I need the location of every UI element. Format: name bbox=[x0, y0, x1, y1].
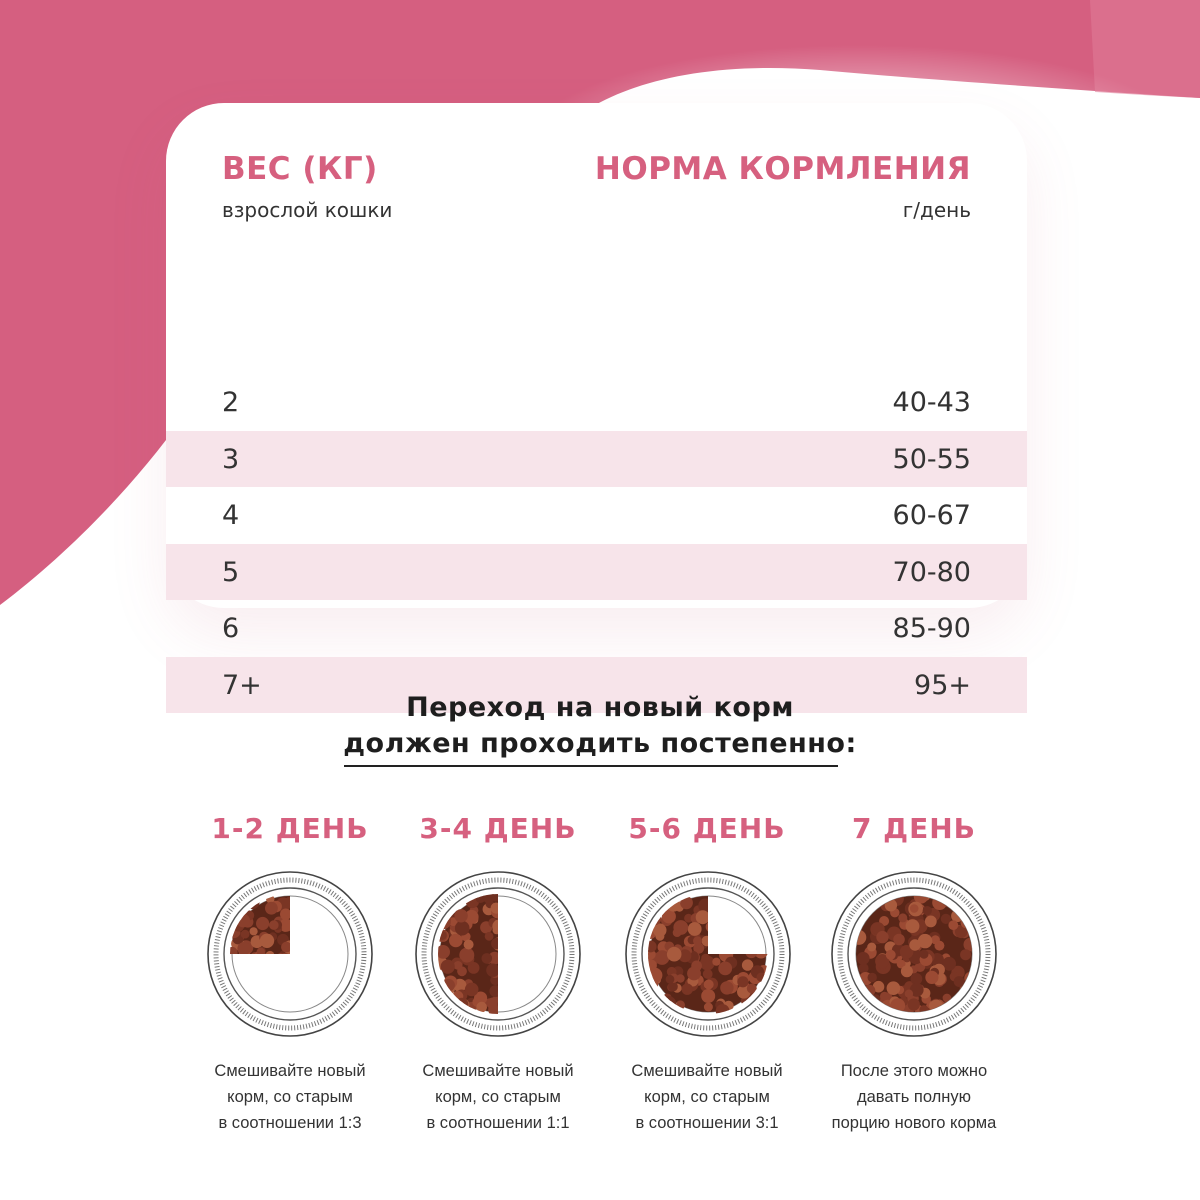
kibble bbox=[948, 920, 958, 930]
row-norm: 50-55 bbox=[892, 443, 971, 475]
kibble bbox=[908, 998, 920, 1010]
kibble bbox=[934, 941, 944, 951]
bowl-icon bbox=[204, 868, 376, 1040]
caption-line: корм, со старым bbox=[227, 1088, 353, 1106]
kibble bbox=[901, 965, 913, 977]
row-weight: 6 bbox=[222, 613, 240, 644]
kibble bbox=[887, 981, 901, 995]
kibble bbox=[923, 906, 932, 915]
kibble bbox=[859, 963, 869, 973]
kibble bbox=[464, 940, 474, 950]
step-caption bbox=[378, 1058, 618, 1136]
kibble bbox=[886, 950, 896, 960]
kibble bbox=[454, 909, 467, 922]
kibble bbox=[898, 913, 907, 922]
kibble bbox=[905, 990, 913, 998]
row-norm: 40-43 bbox=[892, 387, 971, 418]
kibble bbox=[925, 916, 937, 928]
row-norm: 95+ bbox=[914, 669, 971, 701]
step-day-title: 1-2 ДЕНЬ bbox=[211, 812, 369, 845]
caption-line: корм, со старым bbox=[644, 1088, 770, 1106]
row-norm: 70-80 bbox=[892, 556, 971, 588]
table-row bbox=[166, 487, 1027, 544]
transition-heading-line2: должен проходить постепенно: bbox=[343, 728, 857, 759]
feeding-table-rows bbox=[166, 374, 1027, 713]
kibble bbox=[701, 989, 715, 1003]
kibble bbox=[486, 964, 499, 977]
step-caption bbox=[587, 1058, 827, 1136]
kibble bbox=[868, 973, 877, 982]
weight-header-title: ВЕС (КГ) bbox=[222, 151, 378, 187]
kibble bbox=[260, 934, 274, 948]
kibble bbox=[250, 927, 258, 935]
kibble bbox=[269, 920, 279, 930]
step-day-title: 7 ДЕНЬ bbox=[851, 812, 977, 845]
kibble bbox=[867, 943, 876, 952]
kibble bbox=[256, 917, 269, 930]
norm-header bbox=[595, 149, 971, 223]
bowl-icon bbox=[622, 868, 794, 1040]
kibble bbox=[925, 971, 938, 984]
row-norm: 60-67 bbox=[892, 500, 971, 531]
transition-underline bbox=[344, 765, 838, 767]
kibble bbox=[880, 992, 889, 1001]
kibble bbox=[893, 934, 905, 946]
kibble bbox=[906, 919, 920, 933]
kibble bbox=[693, 936, 702, 945]
row-weight: 2 bbox=[222, 387, 240, 418]
table-row bbox=[166, 374, 1027, 431]
caption-line: корм, со старым bbox=[435, 1088, 561, 1106]
bowl-icon bbox=[828, 868, 1000, 1040]
kibble bbox=[857, 952, 870, 965]
table-row bbox=[166, 600, 1027, 657]
weight-header bbox=[222, 149, 392, 223]
kibble bbox=[241, 930, 250, 939]
row-weight: 7+ bbox=[222, 669, 262, 701]
caption-line: Смешивайте новый bbox=[214, 1062, 366, 1080]
kibble bbox=[667, 947, 682, 962]
kibble bbox=[910, 904, 919, 913]
kibble bbox=[704, 1003, 713, 1012]
kibble bbox=[441, 960, 455, 974]
kibble bbox=[718, 962, 732, 976]
kibble bbox=[909, 939, 920, 950]
caption-line: Смешивайте новый bbox=[422, 1062, 574, 1080]
kibble bbox=[688, 922, 702, 936]
kibble bbox=[280, 909, 291, 920]
caption-line: порцию нового корма bbox=[831, 1114, 997, 1132]
norm-header-title: НОРМА КОРМЛЕНИЯ bbox=[594, 151, 971, 187]
kibble bbox=[704, 980, 714, 990]
kibble bbox=[960, 949, 971, 960]
row-weight: 5 bbox=[222, 556, 240, 588]
caption-line: Смешивайте новый bbox=[631, 1062, 783, 1080]
caption-line: давать полную bbox=[856, 1088, 972, 1106]
caption-line: в соотношении 1:1 bbox=[426, 1114, 570, 1132]
kibble bbox=[701, 954, 710, 963]
step-caption bbox=[794, 1058, 1034, 1136]
bowl-icon bbox=[412, 868, 584, 1040]
kibble bbox=[237, 942, 250, 955]
row-weight: 3 bbox=[222, 443, 240, 475]
kibble bbox=[876, 931, 888, 943]
kibble bbox=[265, 902, 278, 915]
weight-header-subtitle: взрослой кошки bbox=[222, 198, 393, 222]
kibble bbox=[449, 934, 463, 948]
row-weight: 4 bbox=[222, 500, 240, 531]
kibble bbox=[682, 984, 693, 995]
transition-heading-line1: Переход на новый корм bbox=[406, 692, 794, 723]
kibble bbox=[687, 967, 701, 981]
kibble bbox=[720, 981, 733, 994]
step-day-title: 5-6 ДЕНЬ bbox=[628, 812, 786, 845]
kibble bbox=[696, 910, 710, 924]
table-row bbox=[166, 431, 1027, 488]
kibble bbox=[457, 966, 467, 976]
kibble bbox=[737, 976, 748, 987]
kibble bbox=[455, 921, 470, 936]
table-row bbox=[166, 544, 1027, 601]
kibble bbox=[920, 950, 929, 959]
caption-line: После этого можно bbox=[840, 1062, 988, 1080]
step-day-title: 3-4 ДЕНЬ bbox=[419, 812, 577, 845]
norm-header-subtitle: г/день bbox=[902, 198, 971, 222]
kibble bbox=[673, 920, 688, 935]
step-caption bbox=[170, 1058, 410, 1136]
kibble bbox=[666, 975, 675, 984]
kibble bbox=[703, 969, 713, 979]
caption-line: в соотношении 3:1 bbox=[635, 1114, 779, 1132]
caption-line: в соотношении 1:3 bbox=[218, 1114, 362, 1132]
row-norm: 85-90 bbox=[892, 613, 971, 644]
kibble bbox=[676, 974, 684, 982]
feeding-table-card bbox=[166, 103, 1027, 701]
kibble bbox=[485, 932, 494, 941]
kibble bbox=[712, 958, 720, 966]
kibble bbox=[482, 953, 493, 964]
transition-heading bbox=[0, 690, 1200, 762]
